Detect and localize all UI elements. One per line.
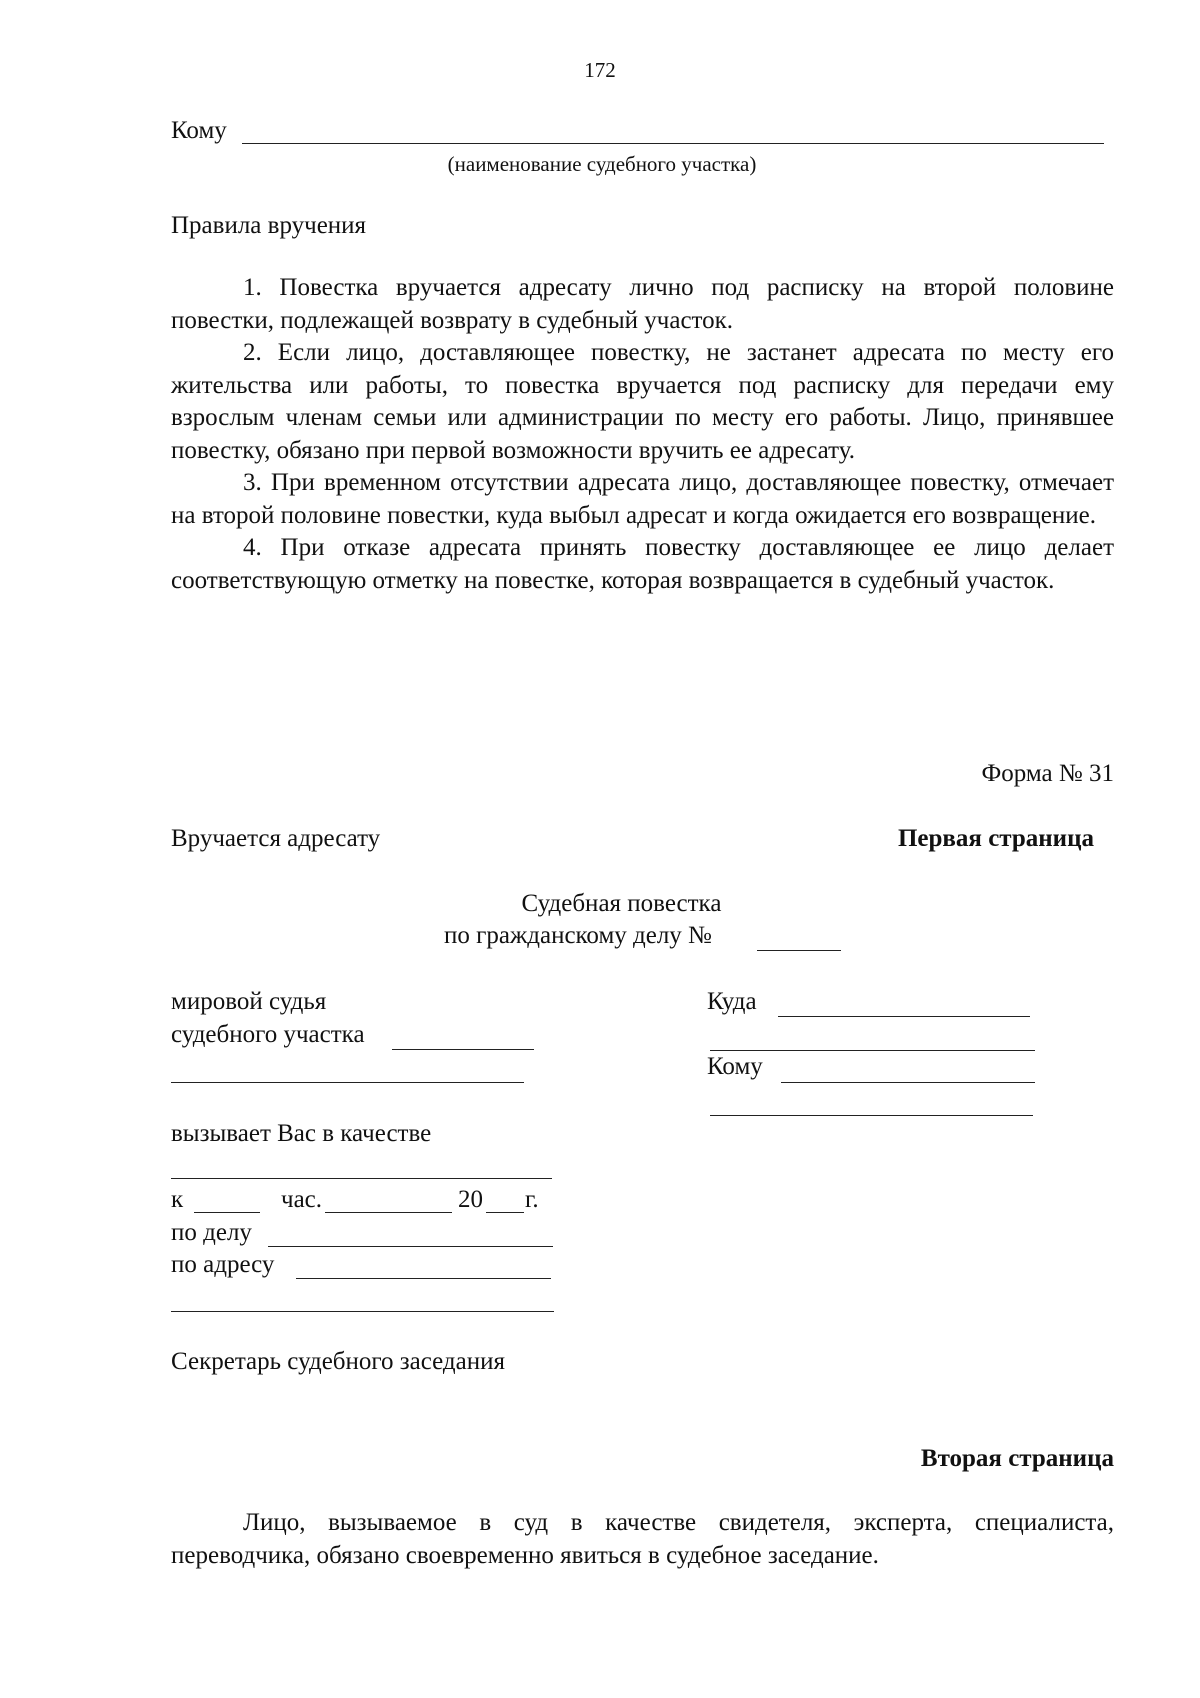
to-blank-line bbox=[242, 143, 1104, 144]
second-page-heading: Вторая страница bbox=[920, 1445, 1114, 1472]
form-number: Форма № 31 bbox=[981, 760, 1114, 787]
rule-item: 4. При отказе адресата принять повестку доставляющее ее лицо делает соответствующую отметку на повестке, которая возвращается в судебный участок. bbox=[171, 534, 1114, 594]
address-line bbox=[296, 1278, 551, 1279]
time-g-label: г. bbox=[525, 1186, 539, 1213]
delivered-label: Вручается адресату bbox=[171, 825, 381, 852]
rules-list bbox=[171, 272, 1114, 597]
final-paragraph bbox=[171, 1507, 1114, 1572]
page-number: 172 bbox=[584, 58, 616, 82]
subpoena-case-label: по гражданскому делу № bbox=[444, 922, 712, 949]
where-label: Куда bbox=[707, 988, 757, 1015]
case-line bbox=[268, 1246, 553, 1247]
judge-name-line bbox=[171, 1082, 524, 1083]
summons-label: вызывает Вас в качестве bbox=[171, 1120, 432, 1147]
time-hour-label: час. bbox=[281, 1186, 323, 1213]
first-page-heading: Первая страница bbox=[897, 825, 1094, 852]
time-k-label: к bbox=[171, 1186, 184, 1213]
whom-line bbox=[781, 1082, 1035, 1083]
time-date-line bbox=[325, 1212, 452, 1213]
subpoena-title: Судебная повестка bbox=[521, 890, 722, 917]
rule-item: 2. Если лицо, доставляющее повестку, не застанет адресата по месту его жительства или работы, то повестка вручается под расписку для передачи ему взрослым членам семьи или администрации по месту его работы. Лицо, принявшее повестку, обязано при первой возможности вручить ее адресату. bbox=[171, 339, 1114, 464]
judge-area-line bbox=[392, 1049, 534, 1050]
address-line-2 bbox=[171, 1311, 554, 1312]
whom-label: Кому bbox=[707, 1053, 763, 1080]
to-caption: (наименование судебного участка) bbox=[447, 152, 757, 176]
case-number-line bbox=[757, 950, 841, 951]
rules-title: Правила вручения bbox=[171, 212, 367, 239]
final-text: Лицо, вызываемое в суд в качестве свидетеля, эксперта, специалиста, переводчика, обязано своевременно явиться в судебное заседание. bbox=[171, 1509, 1114, 1569]
time-year-line bbox=[486, 1212, 524, 1213]
to-label: Кому bbox=[171, 117, 227, 144]
rule-item: 1. Повестка вручается адресату лично под расписку на второй половине повестки, подлежащей возврату в судебный участок. bbox=[171, 274, 1114, 334]
capacity-line bbox=[171, 1178, 552, 1179]
judge-label: мировой судья bbox=[171, 988, 327, 1015]
address-label: по адресу bbox=[171, 1251, 275, 1278]
secretary-label: Секретарь судебного заседания bbox=[171, 1348, 505, 1375]
whom-line-2 bbox=[710, 1115, 1033, 1116]
time-year-label: 20 bbox=[458, 1186, 483, 1213]
judge-area-label: судебного участка bbox=[171, 1021, 365, 1048]
where-line bbox=[778, 1016, 1030, 1017]
case-label: по делу bbox=[171, 1219, 252, 1246]
time-hour-line bbox=[194, 1212, 260, 1213]
rule-item: 3. При временном отсутствии адресата лицо, доставляющее повестку, отмечает на второй половине повестки, куда выбыл адресат и когда ожидается его возвращение. bbox=[171, 469, 1114, 529]
